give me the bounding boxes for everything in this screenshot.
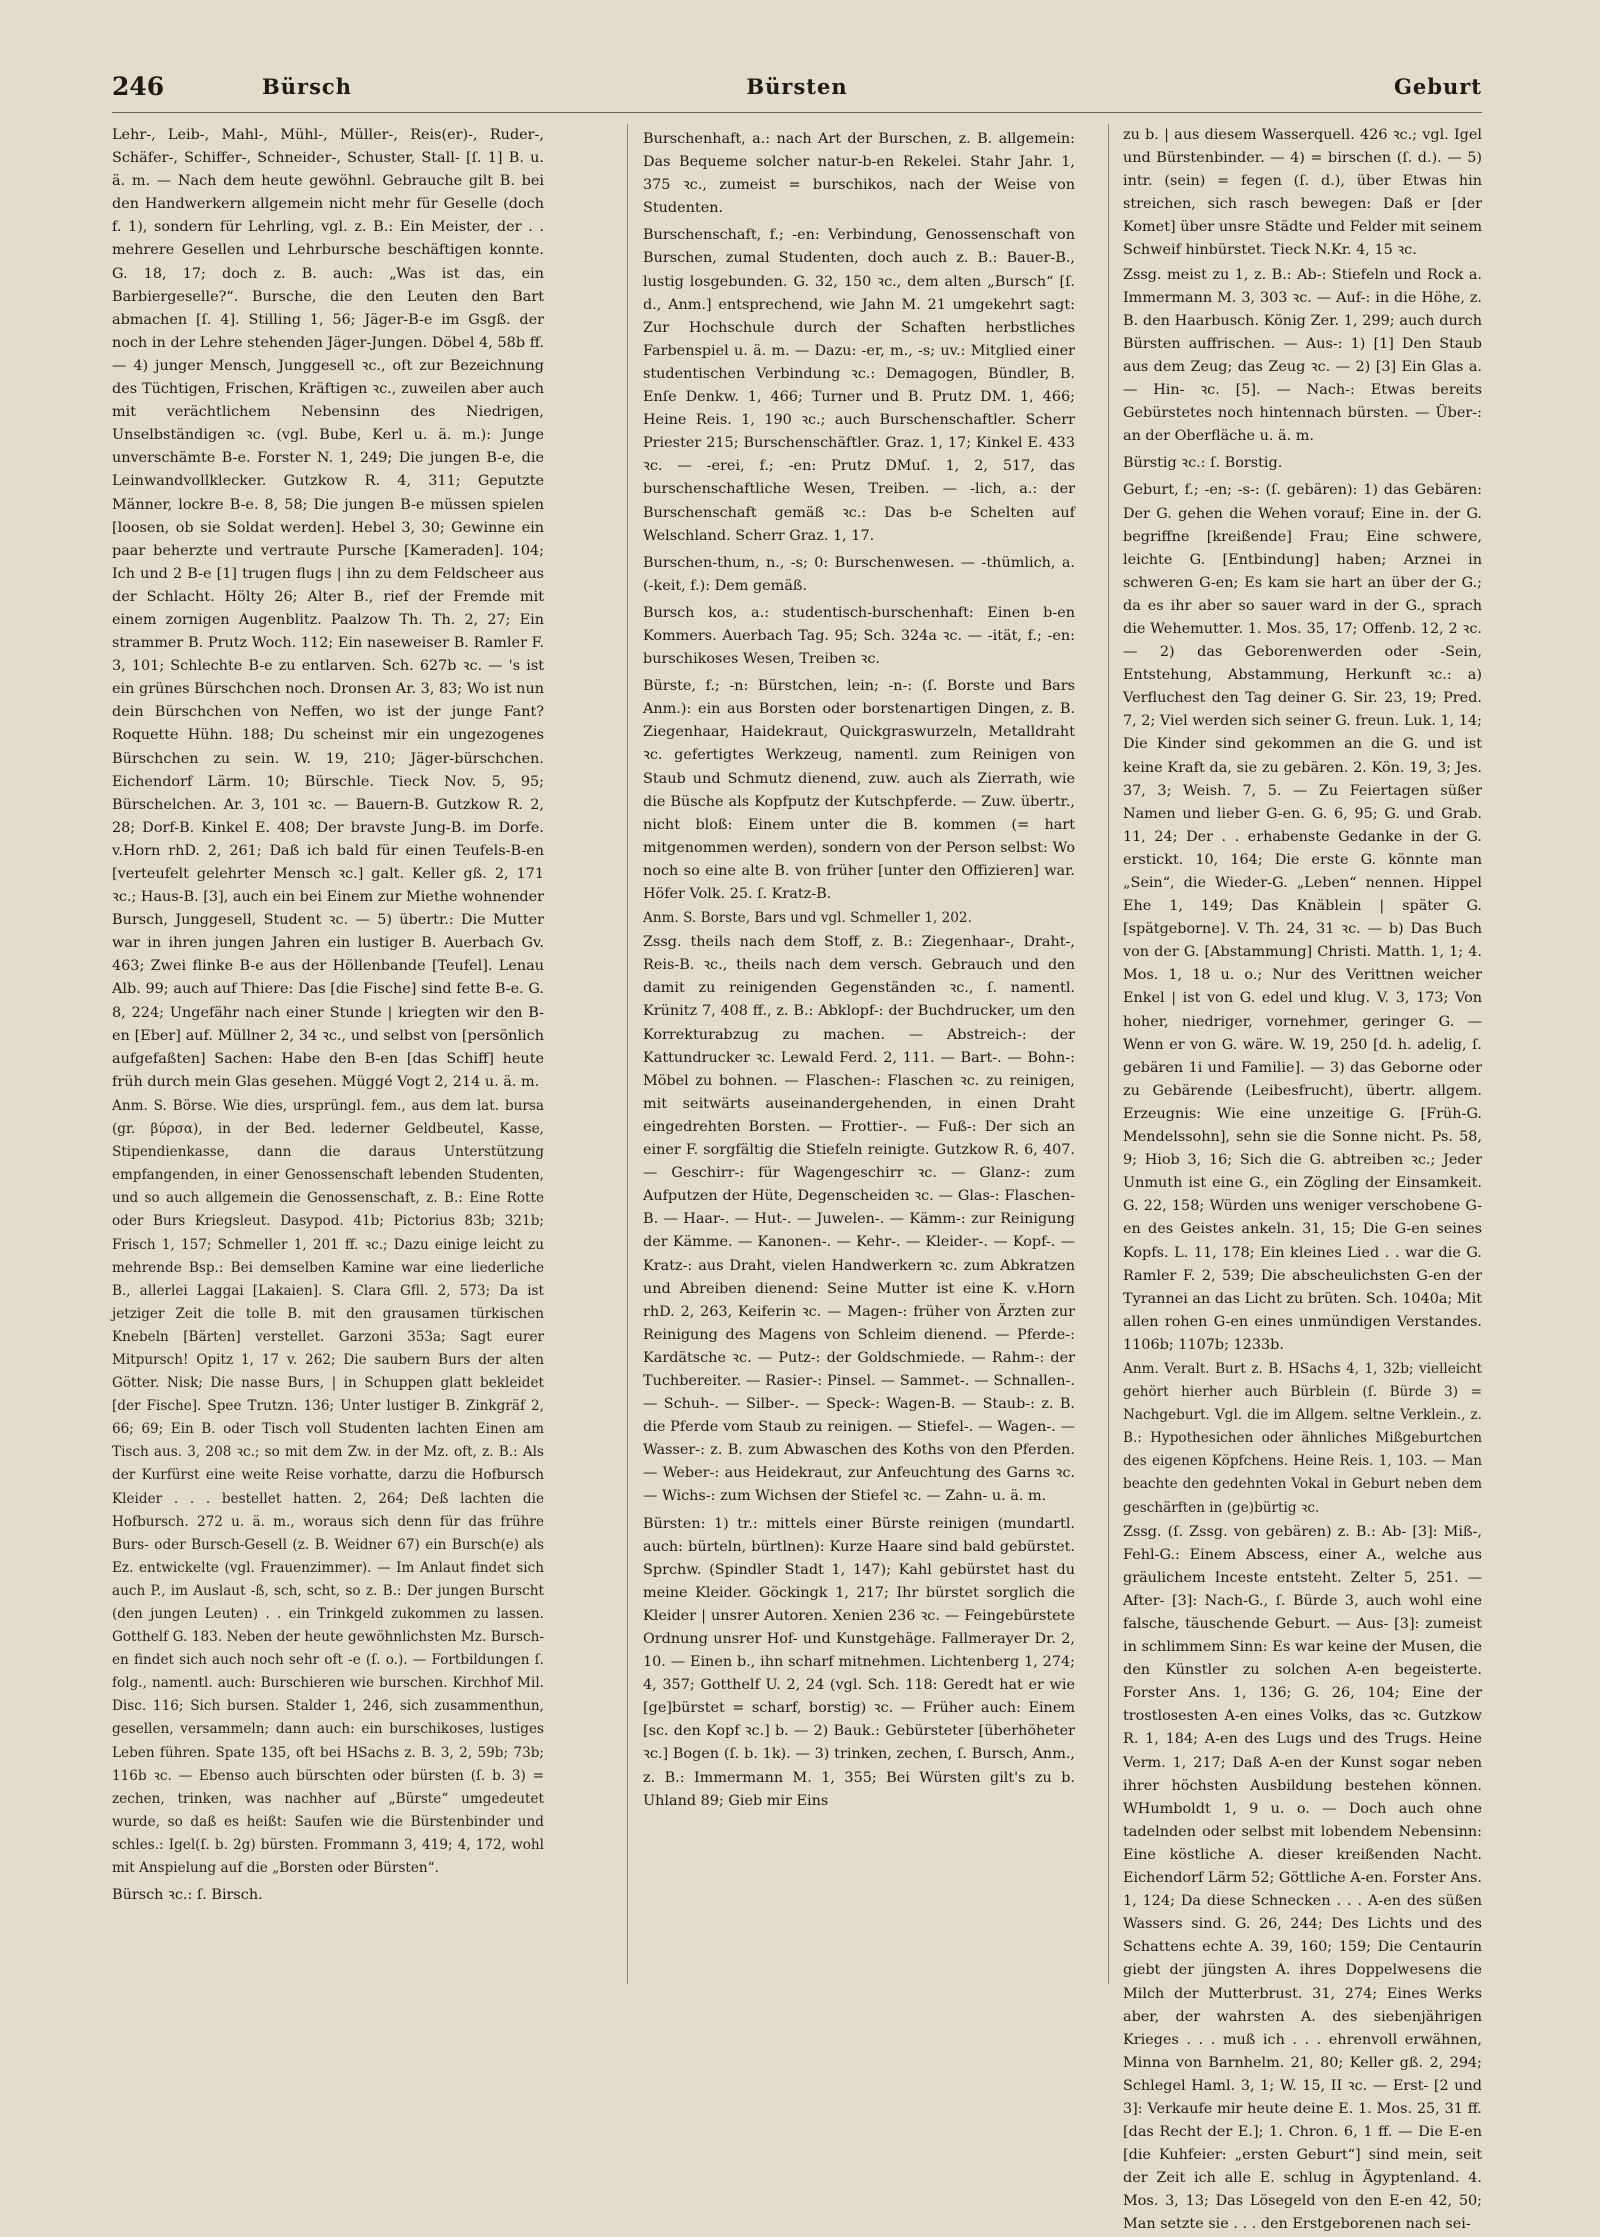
entry-buersten-continued: zu b. | aus diesem Wasserquell. 426 ꝛc.; vgl. Igel und Bürstenbinder. — 4) = birschen (ſ. d.). — 5) intr. (sein) = fegen (ſ. d.), über Etwas hin streichen, sich rasch bewegen: Daß er [der Komet] über unsre Städte und Felder mit seinem Schweif hinbürstet. Tieck N.Kr. 4, 15 ꝛc. — [1123, 127, 1482, 259]
entry-burschikos: Bursch kos, a.: studentisch-burschenhaft: Einen b-en Kommers. Auerbach Tag. 95; Sch. 324a ꝛc. — -ität, f.; -en: burschikoses Wesen, Treiben ꝛc. — [643, 604, 1075, 668]
compounds-geburt: Zssg. (ſ. Zssg. von gebären) z. B.: Ab- [3]: Miß-, Fehl-G.: Einem Abscess, einer A., welche aus gräulichem Inceste entsteht. Zelter 5, 251. — After- [3]: Nach-G., ſ. Bürde 3, auch wohl eine falsche, täuschende Geburt. — Aus- [3]: zumeist in schlimmem Sinn: Es war keine der Musen, die den Künstler zu solchen A-en begeisterte. Forster Ans. 1, 136; G. 26, 104; Eine der trostlosesten A-en eines Volks, das ꝛc. Gutzkow R. 1, 184; A-en des Lugs und des Trugs. Heine Verm. 1, 217; Daß A-en der Kunst sogar neben ihrer höchsten Ausbildung bestehen können. WHumboldt 1, 9 u. o. — Doch auch ohne tadelnden oder selbst mit lobendem Nebensinn: Eine köstliche A. dieser kreißenden Nacht. Eichendorf Lärm 52; Göttliche A-en. Forster Ans. 1, 124; Da diese Schnecken . . . A-en des süßen Wassers sind. G. 26, 244; Des Lichts und des Schattens echte A. 39, 160; 159; Die Centaurin giebt der jüngsten A. ihres Doppelwesens die Milch der Mutterbrust. 31, 274; Eines Werks aber, der wahrsten A. des siebenjährigen Krieges . . . muß ich . . . ehrenvoll erwähnen, Minna von Barnhelm. 21, 80; Keller gß. 2, 294; Schlegel Haml. 3, 1; W. 15, II ꝛc. — Erst- [2 und 3]: Verkaufe mir heute deine E. 1. Mos. 25, 31 ff. [das Recht der E.]; 1. Chron. 6, 1 ff. — Die E-en [die Kuhfeier: „ersten Geburt“] sind mein, seit der Zeit ich alle E. schlug in Ägyptenland. 4. Mos. 3, 13; Das Lösegeld von den E-en 42, 50; Man setzte sie . . . den Erstgeborenen nach sei- — [1123, 1523, 1482, 2233]
left-running-headword: Bürsch — [262, 74, 352, 99]
column-2 — [643, 124, 1075, 1984]
entry-geburt: Geburt, f.; -en; -s-: (ſ. gebären): 1) das Gebären: Der G. gehen die Wehen vorauf; Eine in. der G. begriffne [kreißende] Frau; Eine schwere, leichte G. [Entbindung] haben; Arznei in schweren G-en; Es kam sie hart an über der G.; da es ihr aber so sauer ward in der G., sprach die Wehemutter. 1. Mos. 35, 17; Offenb. 12, 2 ꝛc. — 2) das Geborenwerden oder -Sein, Entstehung, Abstammung, Herkunft ꝛc.: a) Verfluchest den Tag deiner G. Sir. 23, 19; Pred. 7, 2; Viel werden sich seiner G. freun. Luk. 1, 14; Die Kinder sind gekommen an die G. und ist keine Kraft da, sie zu gebären. 2. Kön. 19, 3; Jes. 37, 3; Weish. 7, 5. — Zu Feiertagen süßer Namen und lieber G-en. G. 6, 95; G. und Grab. 11, 24; Der . . erhabenste Gedanke in der G. erstickt. 10, 164; Die erste G. könnte man „Sein“, die Wieder-G. „Leben“ nennen. Hippel Ehe 1, 149; Das Knäblein | später G. [spätgeborne]. V. Th. 24, 31 ꝛc. — b) Das Buch von der G. [Abstammung] Christi. Matth. 1, 1; 4. Mos. 1, 18 u. o.; Nur des Verittnen weicher Enkel | ist von G. edel und klug. V. 3, 173; Von hoher, niedriger, vornehmer, geringer G. — Wenn er von G. wäre. W. 19, 250 [d. h. adelig, ſ. gebären 1i und Familie]. — 3) das Geborne oder zu Gebärende (Leibesfrucht), übertr. allgem. Erzeugnis: Wie eine unzeitige G. [Früh-G. Mendelssohn], sehn sie die Sonne nicht. Ps. 58, 9; Hiob 3, 16; Sich die G. abtreiben ꝛc.; Jeder Unmuth ist eine G., ein Zögling der Einsamkeit. G. 22, 158; Würden uns weniger verschobene G-en des Geistes ankeln. 31, 15; Die G-en seines Kopfs. L. 11, 178; Ein kleines Lied . . war die G. Ramler F. 2, 539; Die abscheulichsten G-en der Tyrannei an das Licht zu brüten. Sch. 1040a; Mit allen rohen G-en eines unmündigen Verstandes. 1106b; 1107b; 1233b. — [1123, 482, 1483, 1353]
entry-bursch-continued: Lehr-, Leib-, Mahl-, Mühl-, Müller-, Reis(er)-, Ruder-, Schäfer-, Schiffer-, Schneider-, Schuster, Stall- [ſ. 1] B. u. ä. m. — Nach dem heute gewöhnl. Gebrauche gilt B. bei den Handwerkern allgemein nicht mehr für Geselle (doch f. 1), sondern für Lehrling, vgl. z. B.: Ein Meister, der . . mehrere Gesellen und Lehrbursche beschäftigen konnte. G. 18, 17; doch z. B. auch: „Was ist das, ein Barbiergeselle?“. Bursche, die den Leuten den Bart abmachen [ſ. 4]. Stilling 1, 56; Jäger-B-e im Gsgß. der noch in der Lehre stehenden Jäger-Jungen. Döbel 4, 58b ff. — 4) junger Mensch, Junggesell ꝛc., oft zur Bezeichnung des Tüchtigen, Frischen, Kräftigen ꝛc., zuweilen aber auch mit verächtlichem Nebensinn des Niedrigen, Unselbständigen ꝛc. (vgl. Bube, Kerl u. ä. m.): Junge unverschämte B-e. Forster N. 1, 249; Die jungen B-e, die Leinwandvollklecker. Gutzkow R. 4, 311; Geputzte Männer, lockre B-e. 8, 58; Die jungen B-e müssen spielen [loosen, ob sie Soldat werden]. Hebel 3, 30; Gewinne ein paar beherzte und vertraute Pursche [Kameraden]. 104; Ich und 2 B-e [1] trugen flugs | ihn zu dem Feldscheer aus der Schlacht. Hölty 26; Alter B., rief der Fremde mit einem zornigen Augenblitz. Paalzow Th. Th. 2, 27; Ein strammer B. Prutz Woch. 112; Ein naseweiser B. Ramler F. 3, 101; Schlechte B-e zu entlarven. Sch. 627b ꝛc. — 's ist ein grünes Bürschchen noch. Dronsen Ar. 3, 83; Wo ist nun dein Bürschchen von Neffen, wo ist der junge Fant? Roquette Hühn. 188; Du scheinst mir ein ungezogenes Bürschchen zu sein. W. 19, 210; Jäger-bürschchen. Eichendorf Lärm. 10; Bürschle. Tieck Nov. 5, 95; Bürschelchen. Ar. 3, 101 ꝛc. — Bauern-B. Gutzkow R. 2, 28; Dorf-B. Kinkel E. 408; Der bravste Jung-B. im Dorfe. v.Horn rhD. 2, 261; Daß ich bald für einen Teufels-B-en [verteufelt gelehrter Mensch ꝛc.] galt. Keller gß. 2, 171 ꝛc.; Haus-B. [3], auch ein bei Einem zur Miethe wohnender Bursch, Junggesell, Student ꝛc. — 5) übertr.: Die Mutter war in ihren jungen Jahren ein lustiger B. Auerbach Gv. 463; Zwei flinke B-e aus der Höllenbande [Teufel]. Lenau Alb. 99; auch auf Thiere: Das [die Fische] sind fette B-e. G. 8, 224; Ungefähr nach einer Stunde | kriegten wir den B-en [Eber] auf. Müllner 2, 34 ꝛc., und selbst von [persönlich aufgefaßten] Sachen: Habe den B-en [das Schiff] heute früh durch mein Glas gesehen. Müggé Vogt 2, 214 u. ä. m. — [112, 127, 544, 1090]
entry-buerste: Bürste, f.; -n: Bürstchen, lein; -n-: (ſ. Borste und Bars Anm.): ein aus Borsten oder borstenartigen Dingen, z. B. Ziegenhaar, Haidekraut, Quickgraswurzeln, Metalldraht ꝛc. gefertigtes Werkzeug, namentl. zum Reinigen von Staub und Schmutz dienend, zuw. auch als Zierrath, wie die Büsche als Kopfputz der Kutschpferde. — Zuw. übertr., nicht bloß: Einem unter die B. kommen (= hart mitgenommen werden), sondern von der Person selbst: Wo noch so eine alte B. von früher [unter den Offizieren] war. Höfer Volk. 25. ſ. Kratz-B. — [643, 678, 1075, 902]
note-geburt: Anm. Veralt. Burt z. B. HSachs 4, 1, 32b; vielleicht gehört hierher auch Bürblein (ſ. Bürde 3) = Nachgeburt. Vgl. die im Allgem. seltne Verklein., z. B.: Hypothesichen oder ähnliches Mißgeburtchen des eigenen Köpfchens. Heine Reis. 1, 103. — Man beachte den gedehnten Vokal in Geburt neben dem geschärften in (ge)bürtig ꝛc. — [1123, 1360, 1482, 1516]
entry-burschenthum: Burschen-thum, n., -s; 0: Burschenwesen. — -thümlich, a. (-keit, f.): Dem gemäß. — [643, 554, 1075, 594]
cross-reference-buerstig: Bürstig ꝛc.: ſ. Borstig. — [1123, 455, 1283, 472]
page-header — [112, 72, 1482, 112]
center-running-headword: Bürsten — [746, 74, 848, 99]
page-number: 246 — [112, 72, 165, 101]
entry-burschenhaft: Burschenhaft, a.: nach Art der Burschen, z. B. allgemein: Das Bequeme solcher natur-b-en Rekelei. Stahr Jahr. 1, 375 ꝛc., zumeist = burschikos, nach der Weise von Studenten. — [643, 131, 1075, 217]
entry-buersten: Bürsten: 1) tr.: mittels einer Bürste reinigen (mundartl. auch: bürteln, bürtlnen): Kurze Haare sind bald gebürstet. Sprchw. (Spindler Stadt 1, 147); Kahl gebürstet hast du meine Kleider. Göckingk 1, 217; Ihr bürstet sorglich die Kleider | unsrer Autoren. Xenien 236 ꝛc. — Feingebürstete Ordnung unsrer Hof- und Kunstgehäge. Fallmerayer Dr. 2, 10. — Einen b., ihn scharf mitnehmen. Lichtenberg 1, 274; 4, 357; Gotthelf U. 2, 24 (vgl. Sch. 118: Geredt hat er wie [ge]bürstet = scharf, borstig) ꝛc. — Früher auch: Einem [sc. den Kopf ꝛc.] b. — 2) Bauk.: Gebürsteter [überhöheter ꝛc.] Bogen (ſ. b. 1k). — 3) trinken, zechen, ſ. Bursch, Anm., z. B.: Immermann M. 1, 355; Bei Würsten gilt's zu b. Uhland 89; Gieb mir Eins — [643, 1515, 1075, 1809]
note-bursch-etymology: Anm. S. Börse. Wie dies, ursprüngl. fem., aus dem lat. bursa (gr. βύρσα), in der Bed. lederner Geldbeutel, Kasse, Stipendienkasse, dann die daraus Unterstützung empfangenden, in einer Genossenschaft lebenden Studenten, und so auch allgemein die Genossenschaft, z. B.: Eine Rotte oder Burs Kriegsleut. Dasypod. 41b; Pictorius 83b; 321b; Frisch 1, 157; Schmeller 1, 201 ff. ꝛc.; Dazu einige leicht zu mehrende Bsp.: Bei demselben Kamine war eine liederliche B., allerlei Laggai [Lakaien]. S. Clara Gfll. 2, 573; Da ist jetziger Zeit die tolle B. mit den grausamen türkischen Knebeln [Bärten] verstellet. Garzoni 353a; Sagt eurer Mitpursch! Opitz 1, 17 v. 262; Die saubern Burs der alten Götter. Nisk; Die nasse Burs, | in Schuppen glatt bekleidet [der Fische]. Spee Trutzn. 136; Unter lustiger B. Zinkgräf 2, 66; 69; Ein B. oder Tisch voll Studenten lachten Einen am Tisch aus. 3, 208 ꝛc.; so mit dem Zw. in der Mz. oft, z. B.: Als der Kurfürst eine weite Reise vorhatte, darzu die Hofbursch Kleider . . . bestellet hatten. 2, 264; Deß lachten die Hofbursch. 272 u. ä. m., woraus sich denn für das frühre Burs- oder Bursch-Gesell (z. B. Weidner 67) ein Bursch(e) als Ez. entwickelte (vgl. Frauenzimmer). — Im Anlaut findet sich auch P., im Auslaut -ß, sch, scht, so z. B.: Der jungen Burscht (den jungen Leuten) . . ein Trinkgeld zukommen zu lassen. Gotthelf G. 183. Neben der heute gewöhnlichsten Mz. Bursch-en findet sich auch noch sehr oft -e (ſ. o.). — Fortbildungen ſ. folg., namentl. auch: Burschieren wie burschen. Kirchhof Mil. Disc. 116; Sich bursen. Stalder 1, 246, sich zusammenthun, gesellen, versammeln; dann auch: ein burschikoses, lustiges Leben führen. Spate 135, oft bei HSachs z. B. 3, 2, 59b; 73b; 116b ꝛc. — Ebenso auch bürschten oder bürsten (ſ. b. 3) = zechen, trinken, was nachher auf „Bürste“ umgedeutet wurde, so daß es heißt: Saufen wie die Bürstenbinder und schles.: Igel(ſ. b. 2g) bürsten. Frommann 3, 419; 4, 172, wohl mit Anspielung auf die „Borsten oder Bürsten“. — [112, 1097, 544, 1877]
entry-burschenschaft: Burschenschaft, f.; -en: Verbindung, Genossenschaft von Burschen, zumal Studenten, doch auch z. B.: Bauer-B., lustig losgebunden. G. 32, 150 ꝛc., dem alten „Bursch“ [ſ. d., Anm.] entsprechend, wie Jahn M. 21 umgekehrt sagt: Zur Hochschule durch der Schaften herbstliches Farbenspiel u. ä. m. — Dazu: -er, m., -s; uv.: Mitglied einer studentischen Verbindung ꝛc.: Demagogen, Bündler, B. Enſe Denkw. 1, 466; Turner und B. Prutz DM. 1, 466; Heine Reis. 1, 190 ꝛc.; auch Burschenschaftler. Scherr Priester 215; Burschenschäftler. Graz. 1, 17; Kinkel E. 433 ꝛc. — -erei, f.; -en: Prutz DMuſ. 1, 2, 517, das burschenschaftliche Wesen, Treiben. — -lich, a.: der Burschenschaft gemäß ꝛc.: Das b-e Schelten auf Welschland. Scherr Graz. 1, 17. — [643, 227, 1075, 544]
right-running-headword: Geburt — [1393, 74, 1482, 99]
column-1 — [112, 124, 544, 1984]
column-3 — [1123, 124, 1483, 2233]
dictionary-columns — [112, 124, 1483, 2233]
note-buerste: Anm. S. Borste, Bars und vgl. Schmeller 1, 202. — [643, 910, 972, 927]
header-rule — [112, 112, 1482, 113]
compounds-buerste: Zssg. theils nach dem Stoff, z. B.: Ziegenhaar-, Draht-, Reis-B. ꝛc., theils nach dem versch. Gebrauch und den damit zu reinigenden Gegenständen ꝛc., ſ. namentl. Krünitz 7, 408 ff., z. B.: Abklopf-: der Buchdrucker, um den Korrekturabzug zu machen. — Abstreich-: der Kattundrucker ꝛc. Lewald Ferd. 2, 111. — Bart-. — Bohn-: Möbel zu bohnen. — Flaschen-: Flaschen ꝛc. zu reinigen, mit seitwärts auseinandergehenden, in einen Draht eingedrehten Borsten. — Frottier-. — Fuß-: Der sich an einer F. sorgfältig die Stiefeln reinigte. Gutzkow R. 6, 407. — Geschirr-: für Wagengeschirr ꝛc. — Glanz-: zum Aufputzen der Hüte, Degenscheiden ꝛc. — Glas-: Flaschen-B. — Haar-. — Hut-. — Juwelen-. — Kämm-: zur Reinigung der Kämme. — Kanonen-. — Kehr-. — Kleider-. — Kopf-. — Kratz-: aus Draht, vielen Handwerkern ꝛc. zum Abkratzen und Abreiben dienend: Seine Mutter ist eine K. v.Horn rhD. 2, 263, Keiferin ꝛc. — Magen-: früher von Ärzten zur Reinigung des Magens von Schleim dienend. — Pferde-: Kardätsche ꝛc. — Putz-: der Goldschmiede. — Rahm-: der Tuchbereiter. — Rasier-: Pinsel. — Sammet-. — Schnallen-. — Schuh-. — Silber-. — Speck-: Wagen-B. — Staub-: z. B. die Pferde vom Staub zu reinigen. — Stiefel-. — Wagen-. — Wasser-: z. B. zum Abwaschen des Koths von den Pferden. — Weber-: aus Heidekraut, zur Anfeuchtung des Garns ꝛc. — Wichs-: zum Wichsen der Stiefel ꝛc. — Zahn- u. ä. m. — [643, 934, 1075, 1505]
cross-reference-buersch: Bürsch ꝛc.: ſ. Birsch. — [112, 1887, 263, 1904]
column-divider — [627, 124, 628, 1984]
column-divider — [1108, 124, 1109, 1984]
compounds-buersten: Zssg. meist zu 1, z. B.: Ab-: Stiefeln und Rock a. Immermann M. 3, 303 ꝛc. — Auf-: in die Höhe, z. B. den Haarbusch. König Zer. 1, 299; auch durch Bürsten auffrischen. — Aus-: 1) [1] Den Staub aus dem Zeug; das Zeug ꝛc. — 2) [3] Ein Glas a. — Hin- ꝛc. [5]. — Nach-: Etwas bereits Gebürstetes noch hintennach bürsten. — Über-: an der Oberfläche u. ä. m. — [1123, 266, 1482, 445]
